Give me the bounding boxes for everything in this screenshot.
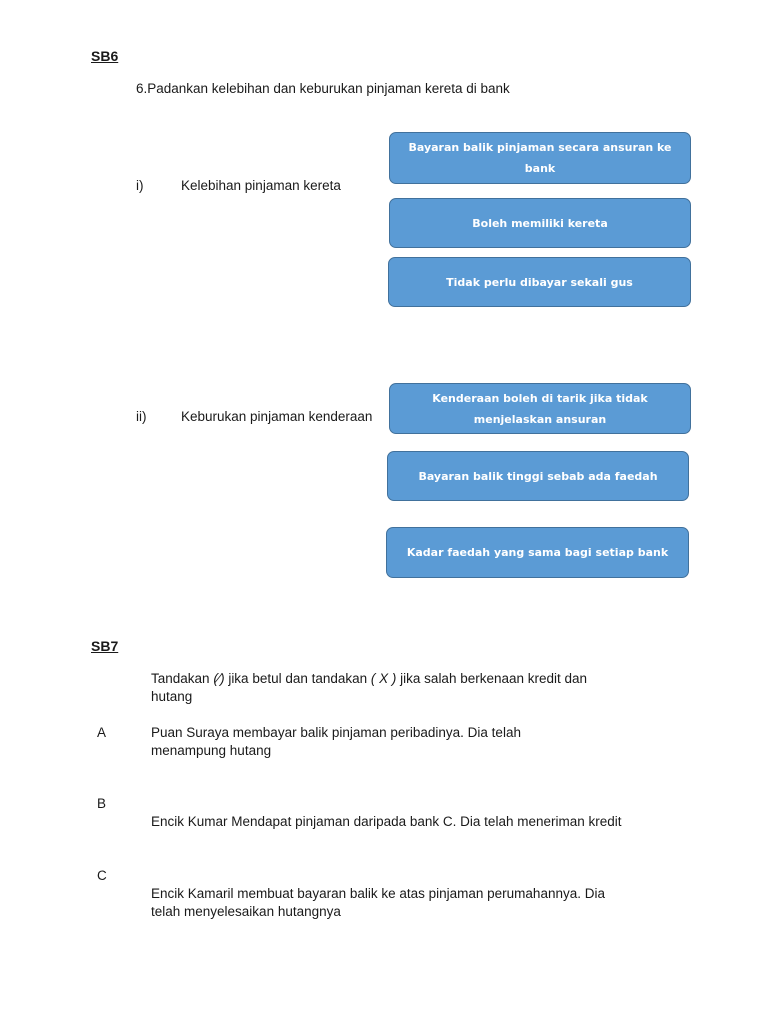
- answer-box-3[interactable]: Tidak perlu dibayar sekali gus: [388, 257, 691, 307]
- statement-c-text: Encik Kamaril membuat bayaran balik ke atas pinjaman perumahannya. Dia telah menyelesaikan hutangnya: [151, 886, 605, 919]
- instruction-text-2: jika betul dan tandakan: [224, 671, 371, 686]
- statement-a-text: Puan Suraya membayar balik pinjaman peribadinya. Dia telah menampung hutang: [151, 725, 521, 758]
- statement-c-letter: C: [97, 868, 107, 883]
- answer-box-5[interactable]: Bayaran balik tinggi sebab ada faedah: [387, 451, 689, 501]
- statement-b-letter: B: [97, 796, 107, 811]
- answer-box-2[interactable]: Boleh memiliki kereta: [389, 198, 691, 248]
- cross-symbol: ( X ): [370, 671, 397, 686]
- sb7-heading: SB7: [91, 638, 119, 654]
- sb6-heading: SB6: [91, 48, 119, 64]
- sb6-item-2-label: Keburukan pinjaman kenderaan: [181, 409, 373, 424]
- sb6-item-1-number: i): [136, 178, 144, 193]
- answer-box-1[interactable]: Bayaran balik pinjaman secara ansuran ke bank: [389, 132, 691, 184]
- statement-b-text: Encik Kumar Mendapat pinjaman daripada bank C. Dia telah meneriman kredit: [151, 814, 622, 829]
- tick-symbol: (⁄): [213, 671, 225, 686]
- answer-box-6[interactable]: Kadar faedah yang sama bagi setiap bank: [386, 527, 689, 578]
- sb6-question: 6.Padankan kelebihan dan keburukan pinjaman kereta di bank: [136, 81, 510, 96]
- instruction-text-1: Tandakan: [151, 671, 214, 686]
- answer-box-4[interactable]: Kenderaan boleh di tarik jika tidak menjelaskan ansuran: [389, 383, 691, 434]
- instruction-text-3: jika salah berkenaan kredit dan hutang: [151, 671, 588, 704]
- sb6-item-2-number: ii): [136, 409, 147, 424]
- sb7-instruction: [151, 670, 631, 706]
- statement-a-letter: A: [97, 725, 107, 740]
- sb6-item-1-label: Kelebihan pinjaman kereta: [181, 178, 341, 193]
